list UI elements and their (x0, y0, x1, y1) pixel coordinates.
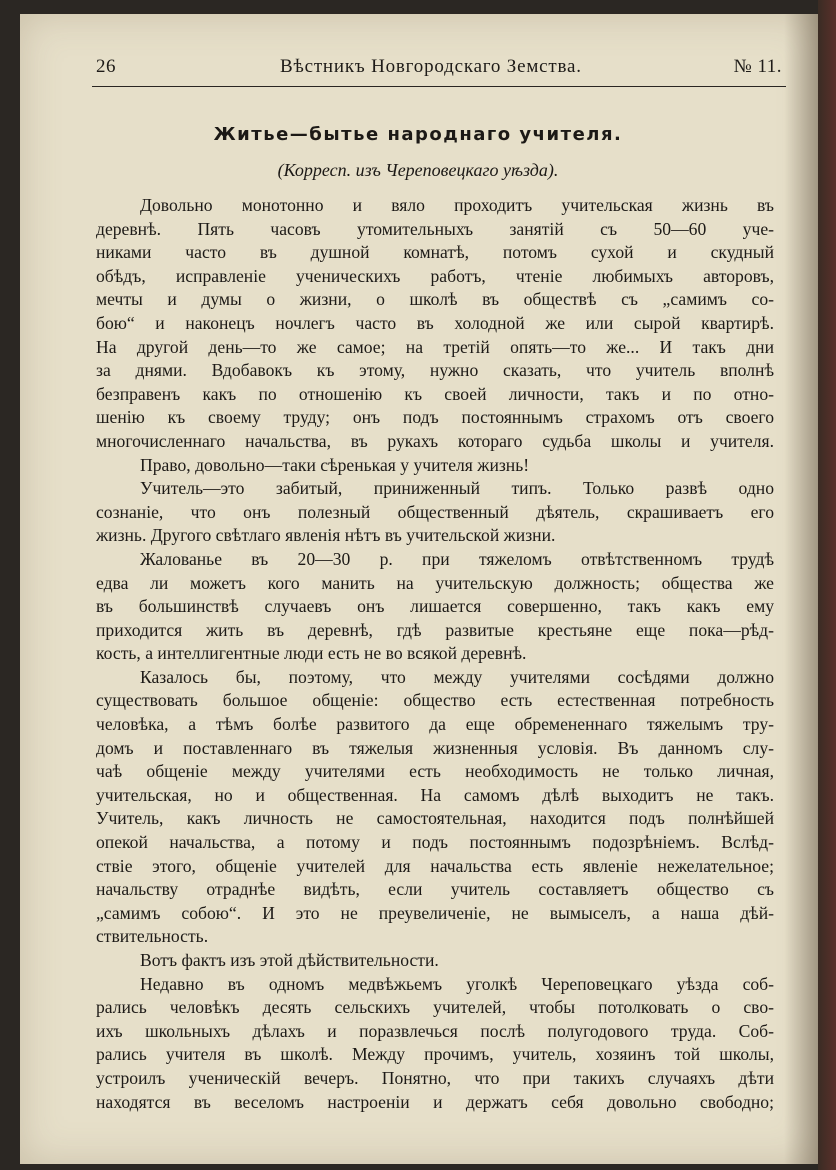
text-line: мечты и думы о жизни, о школѣ въ обществѣ съ „самимъ со- (96, 289, 774, 310)
text-line: чаѣ общеніе между учителями есть необходимость не только личная, (96, 761, 774, 782)
header-rule (92, 86, 786, 87)
text-line: находятся въ веселомъ настроеніи и держатъ себя довольно свободно; (96, 1091, 774, 1112)
text-line: устроилъ ученическій вечеръ. Понятно, что при такихъ случаяхъ дѣти (96, 1067, 774, 1088)
running-header (96, 56, 782, 82)
text-line: бою“ и наконецъ ночлегъ часто въ холодной же или сырой квартирѣ. (96, 312, 774, 333)
text-line: Вотъ фактъ изъ этой дѣйствительности. (140, 950, 439, 970)
text-line: кость, а интеллигентные люди есть не во всякой деревнѣ. (96, 643, 527, 664)
text-line: Жалованье въ 20—30 р. при тяжеломъ отвѣтственномъ трудѣ (140, 548, 774, 569)
text-line: ихъ школьныхъ дѣлахъ и поразвлечься послѣ полугодового труда. Соб- (96, 1020, 774, 1041)
text-line: ствіе этого, общеніе учителей для начальства есть явленіе нежелательное; (96, 855, 774, 876)
text-line: за днями. Вдобавокъ къ этому, нужно сказать, что учитель вполнѣ (96, 360, 774, 381)
text-line: Учитель, какъ личность не самостоятельная, находится подъ полнѣйшей (96, 808, 774, 829)
text-line: На другой день—то же самое; на третій опять—то же... И такъ дни (96, 336, 774, 357)
text-line: Учитель—это забитый, приниженный типъ. Только развѣ одно (140, 478, 774, 499)
text-line: ствительность. (96, 926, 209, 947)
text-line: рались человѣкъ десять сельскихъ учителей, чтобы потолковать о сво- (96, 997, 774, 1018)
page-number: 26 (96, 56, 116, 77)
text-line: начальству отраднѣе видѣть, если учитель составляетъ общество съ (96, 879, 774, 900)
text-line: жизнь. Другого свѣтлаго явленія нѣтъ въ учительской жизни. (96, 525, 556, 546)
text-line: въ большинствѣ случаевъ онъ лишается совершенно, такъ какъ ему (96, 596, 774, 617)
text-line: существовать большое общеніе: общество есть естественная потребность (96, 690, 774, 711)
text-line: никами часто въ душной комнатѣ, потомъ сухой и скудный (96, 242, 774, 263)
article-source: (Корресп. изъ Череповецкаго уѣзда). (277, 160, 559, 180)
text-line: Недавно въ одномъ медвѣжьемъ уголкѣ Череповецкаго уѣзда соб- (140, 973, 774, 994)
journal-title: Вѣстникъ Новгородскаго Земства. (280, 56, 582, 77)
text-line: деревнѣ. Пять часовъ утомительныхъ занятій съ 50—60 уче- (96, 218, 774, 239)
text-line: Довольно монотонно и вяло проходитъ учительская жизнь въ (140, 195, 774, 215)
text-line: Право, довольно—таки сѣренькая у учителя жизнь! (140, 454, 530, 475)
article-body (96, 194, 774, 1114)
text-line: рались учителя въ школѣ. Между прочимъ, учитель, хозяинъ той школы, (96, 1044, 774, 1065)
text-line: домъ и поставленнаго въ тяжелыя жизненныя условія. Въ данномъ слу- (96, 737, 774, 758)
text-line: человѣка, а тѣмъ болѣе развитого да еще обремененнаго тяжелымъ тру- (96, 714, 774, 735)
text-line: обѣдъ, исправленіе ученическихъ работъ, чтеніе любимыхъ авторовъ, (96, 265, 774, 286)
text-line: сознаніе, что онъ полезный общественный дѣятель, скрашиваетъ его (96, 501, 774, 522)
text-line: многочисленнаго начальства, въ рукахъ котораго судьба школы и учителя. (96, 430, 774, 451)
spine-shadow (784, 14, 818, 1164)
text-line: безправенъ какъ по отношенію къ своей личности, такъ и по отно- (96, 383, 774, 404)
text-line: едва ли можетъ кого манить на учительскую должность; общества же (96, 572, 774, 593)
text-line: приходится жить въ деревнѣ, гдѣ развитые крестьяне еще пока—рѣд- (96, 619, 774, 640)
article-title: Житье—бытье народнаго учителя. (213, 124, 623, 145)
text-line: Казалось бы, поэтому, что между учителями сосѣдями должно (140, 666, 774, 687)
text-line: опекой начальства, а потому и подъ постояннымъ подозрѣніемъ. Вслѣд- (96, 832, 774, 853)
text-line: учительская, но и общественная. На самомъ дѣлѣ выходитъ не такъ. (96, 784, 774, 805)
text-line: шенію къ своему труду; онъ подъ постояннымъ страхомъ отъ своего (96, 407, 774, 428)
issue-number: № 11. (733, 56, 782, 77)
text-line: „самимъ собою“. И это не преувеличеніе, не вымыселъ, а наша дѣй- (96, 902, 774, 923)
